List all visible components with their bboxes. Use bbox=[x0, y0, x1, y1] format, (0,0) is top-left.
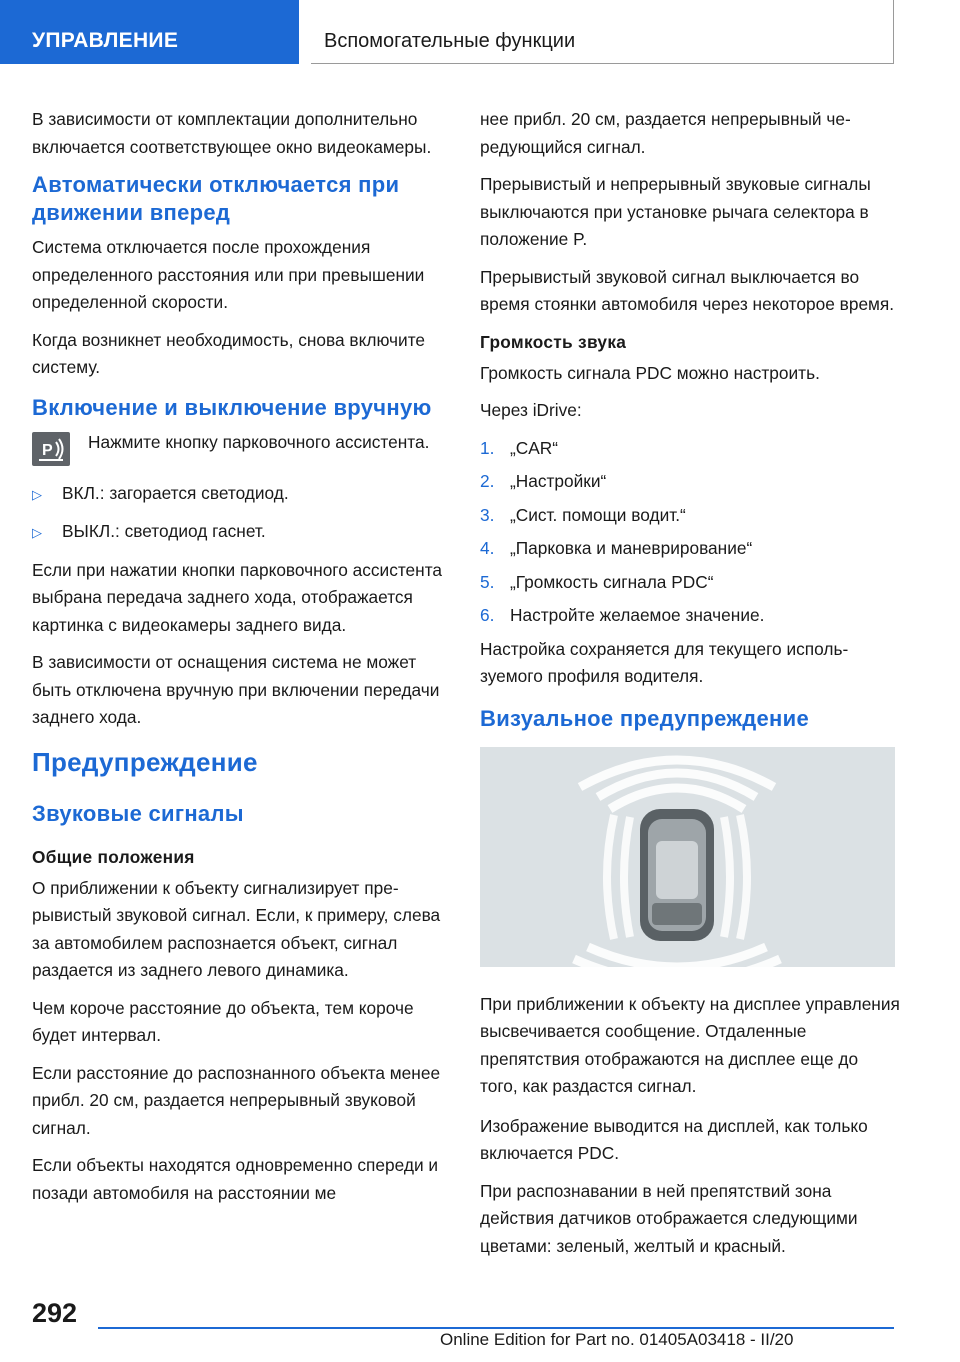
step-number: 1. bbox=[480, 437, 495, 458]
step-text: „Сист. помощи водит.“ bbox=[510, 504, 686, 525]
paragraph: Настройка сохраняется для текущего используемого профиля водителя. bbox=[480, 638, 849, 686]
paragraph: Прерывистый и непрерывный звуковые сигналы выключаются при установке рычага селектора в положение P. bbox=[480, 174, 871, 249]
step-text: „Парковка и маневрирование“ bbox=[510, 538, 753, 558]
heading-auto-off: Автоматически отключается при движении вперед bbox=[32, 172, 400, 225]
step-number: 2. bbox=[480, 471, 495, 491]
heading-acoustic: Звуковые сигналы bbox=[32, 800, 244, 826]
list-item bbox=[480, 535, 900, 563]
paragraph: При распознавании в ней препятствий зона действия датчиков отображается следующими цветами: зеленый, желтый и красный. bbox=[480, 1180, 858, 1256]
list-item bbox=[480, 602, 900, 630]
step-text: „CAR“ bbox=[510, 437, 558, 458]
heading-manual: Включение и выключение вручную bbox=[32, 394, 432, 420]
button-instruction bbox=[32, 429, 452, 466]
step-number: 5. bbox=[480, 571, 495, 592]
paragraph: Чем короче расстояние до объекта, тем короче будет интервал. bbox=[32, 997, 414, 1045]
button-instruction-text: Нажмите кнопку парковочного ассистента. bbox=[88, 431, 430, 452]
page-number: 292 bbox=[32, 1298, 78, 1328]
paragraph: В зависимости от оснащения система не может быть отключена вручную при включении передачи заднего хода. bbox=[32, 652, 440, 727]
left-column bbox=[32, 106, 452, 1217]
led-state-list bbox=[32, 480, 452, 547]
triangle-bullet-icon: ▷ bbox=[32, 486, 42, 502]
park-assist-button-icon bbox=[32, 432, 70, 466]
step-number: 4. bbox=[480, 538, 495, 558]
paragraph: нее прибл. 20 см, раздается непрерывный чередующийся сигнал. bbox=[480, 109, 851, 157]
list-item bbox=[480, 468, 900, 496]
list-item bbox=[32, 480, 452, 509]
heading-general: Общие положения bbox=[32, 846, 195, 867]
paragraph: Система отключается после прохождения определенного расстояния или при превышении определенной скорости. bbox=[32, 237, 425, 312]
step-number: 3. bbox=[480, 504, 495, 525]
heading-warning: Предупреждение bbox=[32, 746, 258, 777]
paragraph: При приближении к объекту на дисплее управления высвечивается сообщение. Отдаленные препятствия отображаются на дисплее еще до того, как раздастся сигнал. bbox=[480, 993, 900, 1096]
step-number: 6. bbox=[480, 605, 495, 625]
list-item-text: ВКЛ.: загорается светодиод. bbox=[62, 482, 289, 503]
right-column bbox=[480, 106, 900, 1270]
list-item bbox=[480, 569, 900, 597]
paragraph: Если при нажатии кнопки парковочного ассистента выбрана передача заднего хода, отображается картинка с видеокамеры заднего вида. bbox=[32, 559, 443, 635]
chapter-title: Вспомогательные функции bbox=[311, 0, 894, 64]
triangle-bullet-icon: ▷ bbox=[32, 525, 42, 540]
idrive-steps bbox=[480, 435, 900, 630]
list-item bbox=[480, 502, 900, 530]
paragraph: Прерывистый звуковой сигнал выключается во время стоянки автомобиля через некоторое время. bbox=[480, 266, 895, 314]
section-tab: УПРАВЛЕНИЕ bbox=[0, 0, 299, 64]
paragraph: В зависимости от комплектации дополнительно включается соответствующее окно видеокамеры. bbox=[32, 109, 432, 157]
paragraph: Если расстояние до распознанного объекта менее прибл. 20 см, раздается непрерывный звуковой сигнал. bbox=[32, 1062, 441, 1138]
paragraph: О приближении к объекту сигнализирует прерывистый звуковой сигнал. Если, к примеру, слева за автомобилем распознается объект, сигнал раздается из заднего левого динамика. bbox=[32, 877, 441, 980]
paragraph: Громкость сигнала PDC можно настроить. bbox=[480, 362, 820, 383]
pdc-display-illustration bbox=[480, 747, 895, 967]
footer-edition: Online Edition for Part no. 01405A03418 - II/20 bbox=[440, 1330, 794, 1349]
heading-volume: Громкость звука bbox=[480, 331, 627, 352]
step-text: Настройте желаемое значение. bbox=[510, 605, 765, 625]
list-item-text: ВЫКЛ.: светодиод гаснет. bbox=[62, 521, 266, 541]
step-text: „Настройки“ bbox=[510, 471, 607, 491]
paragraph: Изображение выводится на дисплей, как только включается PDC. bbox=[480, 1115, 868, 1163]
paragraph: Через iDrive: bbox=[480, 400, 582, 420]
list-item bbox=[480, 435, 900, 463]
step-text: „Громкость сигнала PDC“ bbox=[510, 571, 714, 592]
svg-text:P: P bbox=[42, 441, 53, 459]
list-item bbox=[32, 518, 452, 547]
footer-divider bbox=[98, 1327, 894, 1329]
heading-visual: Визуальное предупреждение bbox=[480, 705, 810, 731]
paragraph: Когда возникнет необходимость, снова включите систему. bbox=[32, 329, 426, 377]
paragraph: Если объекты находятся одновременно спереди и позади автомобиля на расстоянии ме bbox=[32, 1155, 439, 1203]
